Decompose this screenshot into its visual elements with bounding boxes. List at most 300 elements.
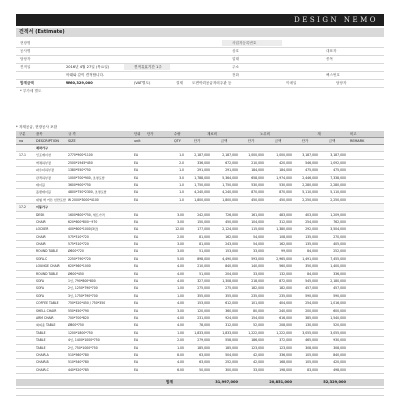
table-row: [16, 278, 384, 285]
cell-la: 483,000: [279, 212, 292, 217]
cell-name: 관객하부장: [36, 175, 51, 180]
table-row: [16, 256, 384, 263]
cell-qty: 5.00: [177, 256, 184, 261]
cell-name: 회의용 TABLE: [36, 323, 56, 328]
cell-tu: 83,000: [307, 367, 318, 372]
cell-unit: EA: [134, 242, 139, 247]
total-row: [16, 379, 384, 386]
cell-ma: 275,000: [225, 286, 238, 291]
header-price: 단가: [147, 132, 154, 136]
header-category: 구분: [19, 132, 26, 136]
cell-mu: 355,000: [197, 293, 210, 298]
cell-la: 870,000: [279, 190, 292, 195]
table-row: [16, 182, 384, 189]
subheader-labor-amount: 금액: [274, 139, 282, 143]
total-labor: 20,851,000: [269, 380, 292, 384]
cell-ta: 2,280,000: [330, 182, 346, 187]
cell-unit: EA: [134, 249, 139, 254]
cell-name: CHAIR: [36, 234, 46, 239]
cell-tu: 84,000: [307, 249, 318, 254]
cell-unit: EA: [134, 330, 139, 335]
cell-desc: 1380*550*750: [68, 168, 91, 173]
info-row: [16, 80, 384, 88]
cell-name: 테이블: [36, 182, 45, 187]
info-value-statement: 아래와 같이 견적합니다.: [66, 73, 105, 77]
cell-mu: 275,000: [197, 286, 210, 291]
cell-tu: 2,446,000: [302, 175, 318, 180]
table-row: [16, 337, 384, 344]
cell-name: LOCKER: [36, 227, 49, 232]
cell-lu: 42,000: [253, 360, 264, 365]
cell-lu: 593,000: [251, 256, 264, 261]
cell-name: 제작가구: [36, 146, 48, 150]
cell-desc: 4인, 1400*1000*750: [68, 338, 100, 343]
cell-desc: 400*600*1000(3단): [68, 227, 99, 232]
cell-ma: 4,240,000: [222, 190, 238, 195]
cell-ta: 3,055,000: [330, 330, 346, 335]
cell-ta: 252,000: [333, 249, 346, 254]
cell-tu: 465,000: [305, 338, 318, 343]
cell-name: CHAIR-B: [36, 360, 49, 365]
cell-unit: EA: [134, 234, 139, 239]
cell-qty: 3.00: [177, 219, 184, 224]
cell-lu: 1,222,000: [248, 330, 264, 335]
cell-unit: EA: [134, 256, 139, 261]
info-row: [16, 56, 384, 64]
cell-la: 162,000: [279, 242, 292, 247]
cell-desc: 575*510*720: [68, 234, 89, 239]
cell-tu: 135,000: [305, 242, 318, 247]
cell-qty: 1.0: [179, 182, 184, 187]
cell-lu: 54,000: [253, 234, 264, 239]
cell-ta: 930,000: [333, 338, 346, 343]
subheader-labor-unit: 단가: [247, 139, 255, 143]
cell-tu: 1,491,000: [302, 256, 318, 261]
cell-desc: 700*700*820: [68, 315, 89, 320]
cell-lu: 54,000: [253, 242, 264, 247]
cell-ma: 726,000: [225, 212, 238, 217]
cell-name: 대형 벽 커튼 선반포함: [36, 197, 66, 202]
cell-tu: 350,000: [305, 264, 318, 269]
cell-unit: EA: [134, 175, 139, 180]
info-row: [16, 48, 384, 56]
cell-mu: 50,000: [199, 367, 210, 372]
cell-unit: EA: [134, 197, 139, 202]
cell-desc: 4800*750*2300, 조명포함: [68, 190, 107, 195]
cell-la: 336,000: [279, 352, 292, 357]
cell-lu: 1,000,000: [248, 153, 264, 158]
cell-desc: Ø800*750: [68, 323, 84, 328]
table-row: [16, 315, 384, 322]
info-label-date: 견적일: [20, 65, 31, 69]
cell-name: 파우더하부장: [36, 168, 54, 173]
info-label-biztype: 업태: [232, 57, 239, 61]
cell-ma: 312,000: [225, 323, 238, 328]
cell-lu: 182,000: [251, 286, 264, 291]
cell-ma: 1,750,000: [222, 182, 238, 187]
cell-desc: 550*450*790: [68, 308, 89, 313]
cell-mu: 1,800,000: [194, 197, 210, 202]
cell-lu: 52,000: [253, 323, 264, 328]
table-row: [16, 241, 384, 248]
cell-qty: 2.00: [177, 234, 184, 239]
table-row: [16, 248, 384, 255]
cell-la: 235,000: [279, 293, 292, 298]
cell-qty: 1.00: [177, 330, 184, 335]
cell-name: SOFA: [36, 279, 45, 284]
cell-qty: 3.00: [177, 242, 184, 247]
cell-desc: 1600*800*750, 세트가격: [68, 212, 105, 217]
table-row: [16, 285, 384, 292]
cell-tu: 457,000: [305, 286, 318, 291]
cell-tu: 130,000: [305, 323, 318, 328]
cell-name: ARM CHAIR: [36, 315, 54, 320]
cell-unit: EA: [134, 315, 139, 320]
cell-name: DESK: [36, 212, 45, 217]
cell-ta: 600,000: [333, 308, 346, 313]
info-label-address: 주소: [232, 65, 239, 69]
cell-ma: 204,000: [225, 271, 238, 276]
table-row: [16, 160, 384, 167]
cell-unit: EA: [134, 345, 139, 350]
header-item: 품목: [36, 132, 43, 136]
cell-unit: EA: [134, 160, 139, 165]
cell-ta: 520,000: [333, 323, 346, 328]
cell-desc: W 2000*3000*4100: [68, 197, 99, 202]
cell-mu: 51,000: [199, 249, 210, 254]
subheader-size: SIZE: [68, 139, 76, 143]
table-header: [16, 131, 384, 138]
cell-ta: 2,250,000: [330, 197, 346, 202]
cell-lu: 210,000: [251, 160, 264, 165]
cell-qty: 1.00: [177, 286, 184, 291]
info-label-contact: 담당자: [336, 81, 347, 85]
cell-unit: EA: [134, 182, 139, 187]
cell-ma: 5,364,000: [222, 175, 238, 180]
cell-tu: 5,110,000: [302, 190, 318, 195]
info-label-total: 합계금액: [20, 81, 34, 85]
cell-la: 240,000: [279, 308, 292, 313]
cell-qty: 4.00: [177, 323, 184, 328]
cell-la: 132,000: [279, 271, 292, 276]
cell-lu: 140,000: [251, 264, 264, 269]
cell-qty: 1.0: [179, 168, 184, 173]
cell-mu: 177,000: [197, 227, 210, 232]
cell-ma: 672,000: [225, 160, 238, 165]
scope-note: * 자재공급, 현장공사 포함: [16, 125, 58, 129]
info-label-bizno: 사업자등록번호: [232, 41, 257, 45]
cell-la: 1,380,000: [276, 227, 292, 232]
cell-name: 이동가구: [36, 205, 48, 210]
cell-ma: 355,000: [225, 293, 238, 298]
cell-lu: 184,000: [251, 168, 264, 173]
cell-unit: EA: [134, 360, 139, 365]
cell-ta: 7,338,000: [330, 175, 346, 180]
header-material: 재료비: [207, 132, 217, 136]
cell-tu: 254,000: [305, 301, 318, 306]
cell-la: 312,000: [279, 219, 292, 224]
cell-lu: 115,000: [251, 227, 264, 232]
cell-ma: 4,490,000: [222, 256, 238, 261]
cell-ma: 558,000: [225, 338, 238, 343]
subheader-unit: unit: [134, 139, 141, 143]
cell-desc: 750*520*450 / 750*350: [68, 301, 106, 306]
cell-ta: 270,000: [333, 234, 346, 239]
info-row: [16, 88, 384, 95]
info-label-bizitem: 종목: [326, 57, 333, 61]
cell-mu: 1,833,000: [194, 330, 210, 335]
estimate-table: [16, 131, 384, 396]
vat-note: (VAT별도): [134, 81, 151, 85]
cell-qty: 6.00: [177, 367, 184, 372]
cell-tu: 105,000: [305, 352, 318, 357]
info-label-phone: 전화: [232, 73, 239, 77]
cell-lu: 101,000: [251, 301, 264, 306]
cell-la: 1,974,000: [276, 175, 292, 180]
table-row: [16, 212, 384, 219]
cell-qty: 1.0: [179, 190, 184, 195]
cell-tu: 2,280,000: [302, 182, 318, 187]
cell-unit: EA: [134, 168, 139, 173]
cell-qty: 1.0: [179, 197, 184, 202]
cell-qty: 1.00: [177, 293, 184, 298]
header-remark: 비고: [350, 132, 357, 136]
cell-name: CHAIR: [36, 242, 46, 247]
cell-ma: 185,000: [225, 345, 238, 350]
cell-lu: 186,000: [251, 338, 264, 343]
cell-no: 17-2: [19, 205, 27, 210]
cell-mu: 63,000: [199, 360, 210, 365]
cell-ta: 1,400,000: [330, 264, 346, 269]
cell-qty: 12.00: [175, 227, 184, 232]
brand-bar: [16, 14, 384, 26]
cell-ma: 291,000: [225, 168, 238, 173]
cell-name: ROUND TABLE: [36, 271, 59, 276]
table-row: [16, 359, 384, 366]
cell-ma: 300,000: [225, 367, 238, 372]
cell-la: 560,000: [279, 264, 292, 269]
cell-ta: 3,187,000: [330, 153, 346, 158]
cell-la: 450,000: [279, 197, 292, 202]
cell-desc: 2500*1945*450: [68, 160, 93, 165]
cell-lu: 33,000: [253, 271, 264, 276]
cell-la: 108,000: [279, 234, 292, 239]
cell-tu: 3,055,000: [302, 330, 318, 335]
cell-tu: 84,000: [307, 271, 318, 276]
cell-mu: 231,000: [197, 315, 210, 320]
cell-la: 182,000: [279, 286, 292, 291]
cell-ta: 3,504,000: [330, 227, 346, 232]
cell-mu: 78,000: [199, 323, 210, 328]
cell-ta: 336,000: [333, 271, 346, 276]
cell-la: 2,965,000: [276, 256, 292, 261]
cell-ta: 420,000: [333, 360, 346, 365]
table-row: [16, 197, 384, 204]
cell-ma: 450,000: [225, 219, 238, 224]
cell-qty: 8.00: [177, 352, 184, 357]
cell-name: SOFA: [36, 286, 45, 291]
cell-name: 플랜테이블: [36, 190, 51, 195]
subheader-material-amount: 금액: [220, 139, 228, 143]
cell-mu: 51,000: [199, 271, 210, 276]
cell-mu: 1,788,000: [194, 175, 210, 180]
cell-qty: 3.00: [177, 308, 184, 313]
document-title: 견적서 (Estimate): [19, 29, 65, 35]
cell-desc: 510*560*780: [68, 352, 89, 357]
cell-unit: EA: [134, 227, 139, 232]
cell-lu: 104,000: [251, 219, 264, 224]
cell-tu: 545,000: [305, 279, 318, 284]
cell-tu: 135,000: [305, 234, 318, 239]
table-row: [16, 389, 384, 396]
cell-desc: 3600*900*750: [68, 182, 91, 187]
table-subheader: [16, 138, 384, 145]
cell-no: 17-1: [19, 153, 27, 158]
cell-qty: 4.00: [177, 315, 184, 320]
cell-lu: 33,000: [253, 367, 264, 372]
header-size: 규 격: [68, 132, 76, 136]
cell-la: 872,000: [279, 279, 292, 284]
cell-qty: 3.00: [177, 249, 184, 254]
cell-ma: 840,000: [225, 264, 238, 269]
vat-sub-note: * 부가세 별도: [20, 89, 42, 93]
cell-ta: 498,000: [333, 367, 346, 372]
subheader-description: DESCRIPTION: [36, 139, 59, 143]
cell-lu: 154,000: [251, 315, 264, 320]
cell-qty: 1.00: [177, 345, 184, 350]
cell-lu: 235,000: [251, 293, 264, 298]
cell-ta: 1,092,000: [330, 160, 346, 165]
cell-tu: 2,250,000: [302, 197, 318, 202]
brand-logo: DESIGN NEMO: [294, 16, 378, 24]
cell-ta: 7,455,000: [330, 256, 346, 261]
cell-name: LOUNGE CHAIR: [36, 264, 60, 269]
cell-desc: 620*600*800~970: [68, 219, 98, 224]
info-row: [16, 72, 384, 80]
cell-qty: 4.00: [177, 271, 184, 276]
cell-mu: 63,000: [199, 352, 210, 357]
cell-mu: 291,000: [197, 168, 210, 173]
info-value-date: 2016년 4월 27일 (목요일): [66, 65, 110, 69]
payment-value: 도면이력공급자의주관 등: [192, 81, 232, 85]
table-row: [16, 167, 384, 174]
cell-desc: Ø600*450: [68, 271, 84, 276]
info-label-fax: 팩스번호: [326, 73, 340, 77]
cell-name: CHAIR-A: [36, 352, 49, 357]
cell-unit: EA: [134, 264, 139, 269]
cell-name: 인포메이션: [36, 153, 51, 158]
cell-qty: 4.00: [177, 360, 184, 365]
cell-la: 123,000: [279, 345, 292, 350]
cell-name: TABLE: [36, 345, 46, 350]
table-row: [16, 271, 384, 278]
cell-unit: EA: [134, 190, 139, 195]
cell-ma: 2,187,000: [222, 153, 238, 158]
cell-unit: EA: [134, 212, 139, 217]
table-body: [16, 145, 384, 396]
cell-lu: 218,000: [251, 279, 264, 284]
cell-mu: 279,000: [197, 338, 210, 343]
cell-desc: Ø600*720: [68, 249, 84, 254]
cell-la: 530,000: [279, 182, 292, 187]
table-row: [16, 152, 384, 159]
subheader-total-unit: 단가: [301, 139, 309, 143]
cell-tu: 105,000: [305, 360, 318, 365]
cell-mu: 81,000: [199, 242, 210, 247]
cell-ta: 1,016,000: [330, 301, 346, 306]
cell-ma: 243,000: [225, 242, 238, 247]
cell-lu: 530,000: [251, 182, 264, 187]
cell-lu: 33,000: [253, 249, 264, 254]
cell-mu: 898,000: [197, 256, 210, 261]
cell-mu: 2,187,000: [194, 153, 210, 158]
cell-la: 616,000: [279, 315, 292, 320]
cell-tu: 590,000: [305, 293, 318, 298]
cell-ta: 2,180,000: [330, 279, 346, 284]
info-row: [16, 64, 384, 72]
table-row: [16, 219, 384, 226]
cell-ta: 405,000: [333, 242, 346, 247]
cell-ma: 924,000: [225, 315, 238, 320]
info-label-ceo: 대표자: [326, 49, 337, 53]
cell-name: TABLE: [36, 338, 46, 343]
cell-unit: EA: [134, 367, 139, 372]
cell-mu: 153,000: [197, 301, 210, 306]
cell-desc: 1200*1800*750: [68, 330, 93, 335]
cell-ma: 153,000: [225, 249, 238, 254]
table-row: [16, 226, 384, 233]
cell-mu: 336,000: [197, 160, 210, 165]
validity-label: 견적유효기간 1주: [134, 65, 162, 69]
cell-name: CHAIR-C: [36, 367, 49, 372]
table-category-row: [16, 145, 384, 152]
table-row: [16, 367, 384, 374]
cell-ta: 5,110,000: [330, 190, 346, 195]
cell-ma: 2,124,000: [222, 227, 238, 232]
title-bar: [16, 28, 384, 37]
cell-ma: 612,000: [225, 301, 238, 306]
table-row: [16, 263, 384, 270]
cell-mu: 210,000: [197, 264, 210, 269]
info-label-email: 이메일: [286, 81, 297, 85]
cell-ta: 840,000: [333, 352, 346, 357]
cell-qty: 3.00: [177, 212, 184, 217]
cell-la: 99,000: [281, 249, 292, 254]
cell-mu: 242,000: [197, 212, 210, 217]
cell-la: 168,000: [279, 360, 292, 365]
cell-qty: 2.0: [179, 160, 184, 165]
cell-unit: EA: [134, 301, 139, 306]
cell-desc: 2250*790*720: [68, 256, 91, 261]
subheader-material-unit: 단가: [193, 139, 201, 143]
cell-desc: 3인, 1750*790*700: [68, 293, 98, 298]
cell-desc: 440*520*785: [68, 367, 89, 372]
table-row: [16, 234, 384, 241]
total-sum: 52,329,000: [323, 380, 346, 384]
cell-tu: 385,000: [305, 315, 318, 320]
info-block: [16, 40, 384, 95]
table-row: [16, 352, 384, 359]
cell-tu: 308,000: [305, 345, 318, 350]
cell-tu: 292,000: [305, 227, 318, 232]
cell-tu: 200,000: [305, 308, 318, 313]
cell-desc: 620*560*1000: [68, 264, 91, 269]
subheader-no: no: [19, 139, 24, 143]
cell-la: 372,000: [279, 338, 292, 343]
cell-qty: 1.0: [179, 153, 184, 158]
subheader-total-amount: 금액: [328, 139, 336, 143]
cell-ta: 1,540,000: [330, 315, 346, 320]
